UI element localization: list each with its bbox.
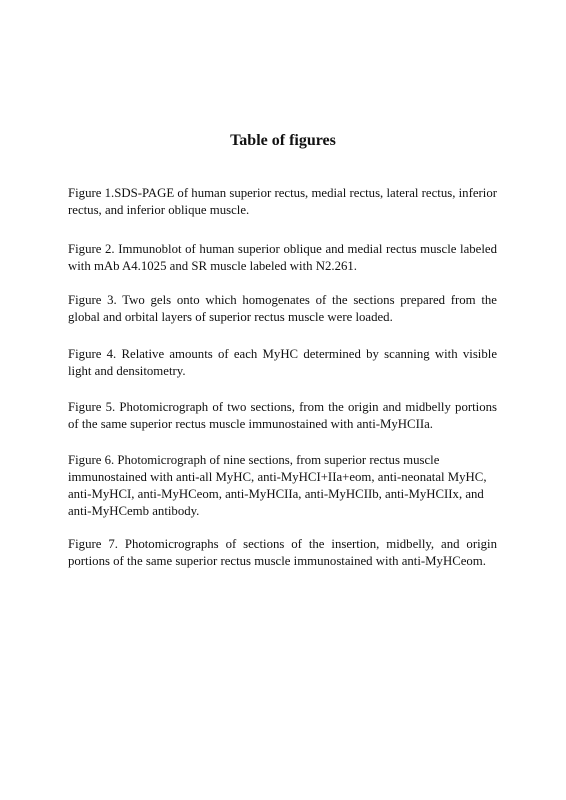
figure-caption-5: Figure 5. Photomicrograph of two sections, from the origin and midbelly portions of the same superior rectus muscle immunostained with anti-MyHCIIa. (68, 400, 497, 431)
figure-caption-3: Figure 3. Two gels onto which homogenates of the sections prepared from the global and orbital layers of superior rectus muscle were loaded. (68, 293, 497, 324)
figure-caption-2: Figure 2. Immunoblot of human superior oblique and medial rectus muscle labeled with mAb A4.1025 and SR muscle labeled with N2.261. (68, 242, 497, 273)
page-title: Table of figures (230, 132, 336, 149)
figure-caption-4: Figure 4. Relative amounts of each MyHC determined by scanning with visible light and densitometry. (68, 347, 497, 378)
figure-caption-7: Figure 7. Photomicrographs of sections of the insertion, midbelly, and origin portions of the same superior rectus muscle immunostained with anti-MyHCeom. (68, 537, 497, 568)
figure-caption-6: Figure 6. Photomicrograph of nine sections, from superior rectus muscle immunostained with anti-all MyHC, anti-MyHCI+IIa+eom, anti-neonatal MyHC, anti-MyHCI, anti-MyHCeom, anti-MyHCIIa, anti-MyHCIIb, anti-MyHCIIx, and anti-MyHCemb antibody. (68, 453, 487, 518)
figure-caption-1: Figure 1.SDS-PAGE of human superior rectus, medial rectus, lateral rectus, inferior rectus, and inferior oblique muscle. (68, 186, 497, 217)
